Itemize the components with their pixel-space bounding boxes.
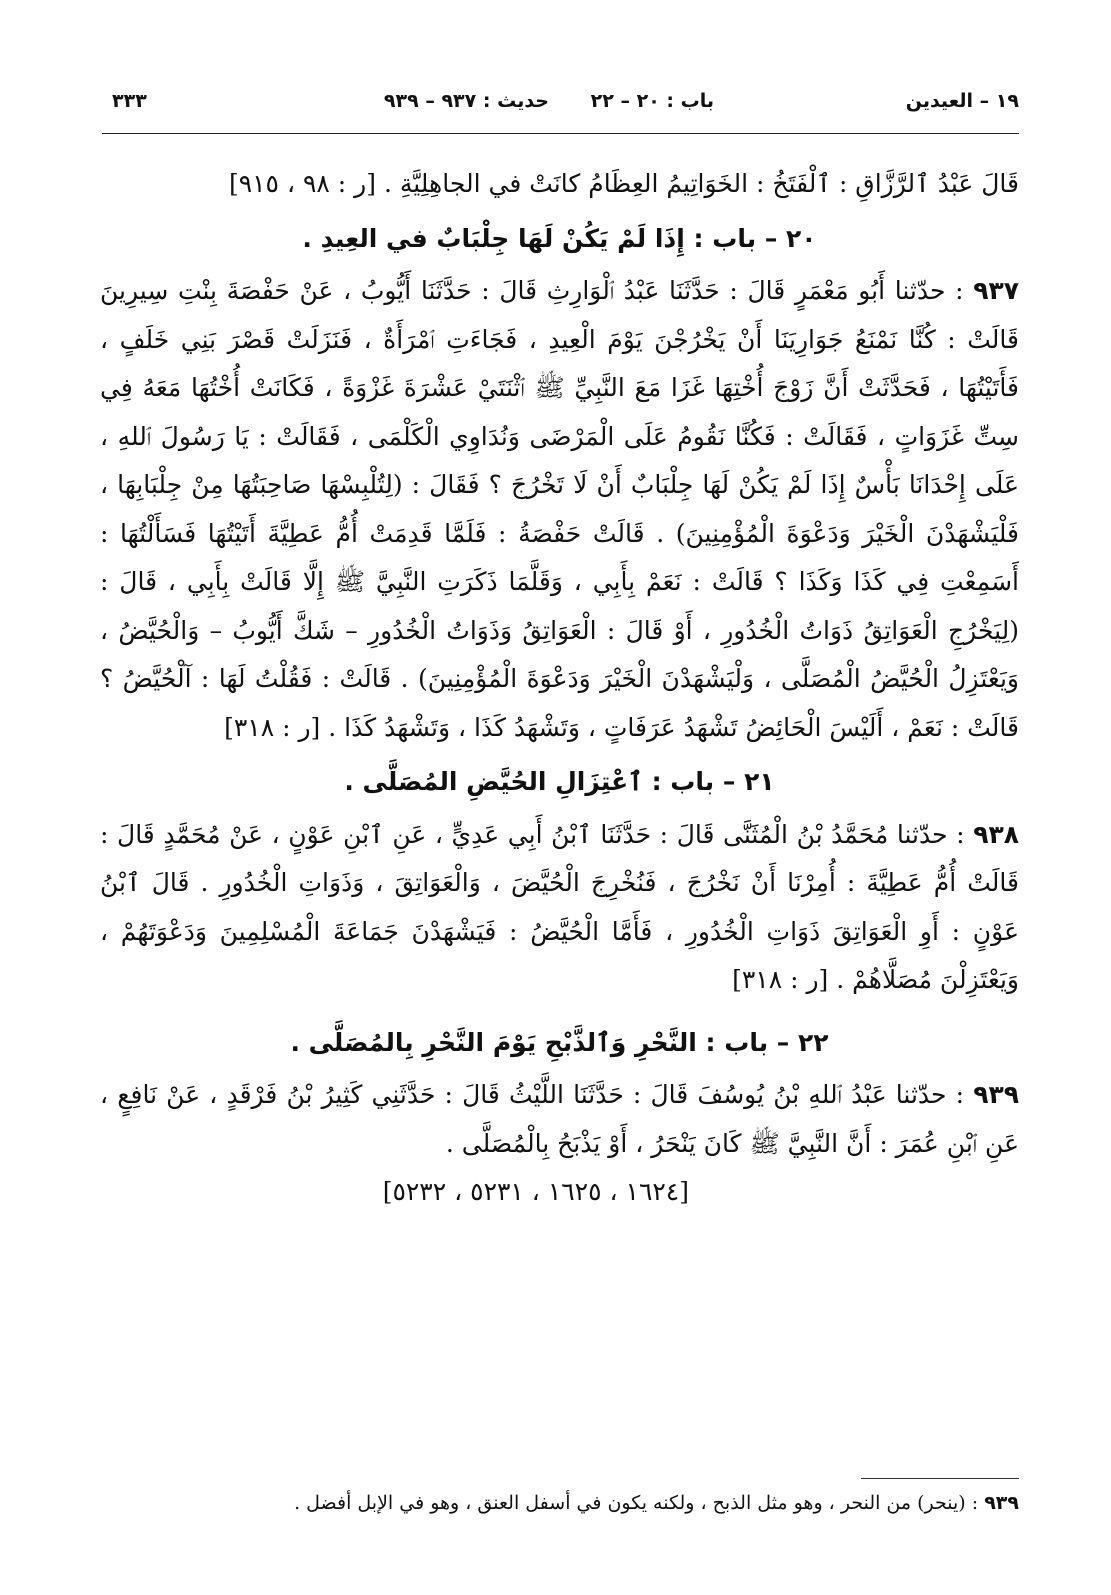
intro-paragraph [100, 160, 1019, 209]
bab-20-number: ٢٠ – باب : [693, 223, 817, 253]
bab-20-heading [100, 215, 1019, 264]
intro-reference: [ر : ٩٨ ، ٩١٥] [228, 169, 376, 198]
chapter-title: ١٩ – العيدين [905, 90, 1019, 112]
running-header [112, 82, 1019, 122]
hadith-939-number: ٩٣٩ [973, 1080, 1019, 1109]
bab-20-title: إِذَا لَمْ يَكُنْ لَهَا جِلْبَابٌ في العِيدِ . [302, 223, 685, 253]
hadith-937-number: ٩٣٧ [973, 276, 1019, 305]
footnote-number: ٩٣٩ [984, 1492, 1019, 1514]
hadith-939-references: [١٦٢٤ ، ١٦٢٥ ، ٥٢٣١ ، ٥٢٣٢] [382, 1177, 689, 1206]
hadith-937-reference: [ر : ٣١٨] [224, 712, 321, 742]
bab-22-title: النَّحْرِ وَٱلذَّبْحِ يَوْمَ النَّحْرِ بِالمُصَلَّى . [290, 1027, 697, 1057]
bab-21-title: ٱعْتِزَالِ الحُيَّضِ المُصَلَّى . [344, 767, 643, 796]
footnote-text: : (ينحر) من النحر ، وهو مثل الذبح ، ولكنه يكون في أسفل العنق ، وهو في الإبل أفضل . [294, 1492, 979, 1514]
bab-21-number: ٢١ – باب : [651, 767, 775, 796]
bab-22-number: ٢٢ – باب : [705, 1027, 829, 1057]
hadith-938-number: ٩٣٨ [973, 819, 1019, 849]
main-text [100, 160, 1019, 1217]
footnote-divider [861, 1478, 1019, 1479]
hadith-range: حديث : ٩٣٧ – ٩٣٩ [383, 90, 549, 112]
page-number: ٣٣٣ [112, 90, 147, 112]
bab-22-heading [100, 1019, 1019, 1068]
hadith-938-reference: [ر : ٣١٨] [732, 965, 829, 994]
bab-21-heading [100, 758, 1019, 807]
footnote [100, 1488, 1019, 1518]
header-divider [102, 133, 1019, 134]
hadith-939 [100, 1071, 1019, 1168]
hadith-937-text: : حدّثنا أَبُو مَعْمَرٍ قَالَ : حَدَّثَنَا عَبْدُ ٱلْوَارِثِ قَالَ : حَدَّثَنَا أَيُّوبُ ، عَنْ حَفْصَةَ بِنْتِ سِيرِينَ قَالَتْ : كُنَّا نَمْنَعُ جَوَارِيَنَا أَنْ يَخْرُجْنَ يَوْمَ الْعِيدِ ، فَجَاءَتِ ٱمْرَأَةٌ ، فَنَزَلَتْ قَصْرَ بَنِي خَلَفٍ ، فَأَتَيْتُهَا ، فَحَدَّثَتْ أَنَّ زَوْجَ أُخْتِهَا غَزَا مَعَ النَّبِيِّ ﷺ ٱثْنَتَيْ عَشْرَةَ غَزْوَةً ، فَكَانَتْ أُخْتُهَا مَعَهُ فِي سِتِّ غَزَوَاتٍ ، فَقَالَتْ : فَكُنَّا نَقُومُ عَلَى الْمَرْضَى وَنُدَاوِي الْكَلْمَى ، فَقَالَتْ : يَا رَسُولَ ٱللهِ ، عَلَى إِحْدَانَا بَأْسٌ إِذَا لَمْ يَكُنْ لَهَا جِلْبَابٌ أَنْ لَا تَخْرُجَ ؟ فَقَالَ : (لِتُلْبِسْهَا صَاحِبَتُهَا مِنْ جِلْبَابِهَا ، فَلْيَشْهَدْنَ الْخَيْرَ وَدَعْوَةَ الْمُؤْمِنِينَ) . قَالَتْ حَفْصَةُ : فَلَمَّا قَدِمَتْ أُمُّ عَطِيَّةَ أَتَيْتُهَا فَسَأَلْتُهَا : أَسَمِعْتِ فِي كَذَا وَكَذَا ؟ قَالَتْ : نَعَمْ بِأَبِي ، وَقَلَّمَا ذَكَرَتِ النَّبِيَّ ﷺ إِلَّا قَالَتْ بِأَبِي ، قَالَ : (لِيَخْرُجِ الْعَوَاتِقُ ذَوَاتُ الْخُدُورِ ، أَوْ قَالَ : الْعَوَاتِقُ وَذَوَاتُ الْخُدُورِ – شَكَّ أَيُّوبُ – وَالْحُيَّضُ ، وَيَعْتَزِلُ الْحُيَّضُ الْمُصَلَّى ، وَلْيَشْهَدْنَ الْخَيْرَ وَدَعْوَةَ الْمُؤْمِنِينَ) . قَالَتْ : فَقُلْتُ لَهَا : آلْحُيَّضُ ؟ قَالَتْ : نَعَمْ ، أَلَيْسَ الْحَائِضُ تَشْهَدُ عَرَفَاتٍ ، وَتَشْهَدُ كَذَا ، وَتَشْهَدُ كَذَا . [100, 276, 1019, 742]
hadith-938 [100, 811, 1019, 1005]
hadith-937 [100, 267, 1019, 752]
bab-range: باب : ٢٠ – ٢٢ [590, 90, 714, 112]
hadith-938-text: : حدّثنا مُحَمَّدُ بْنُ الْمُثَنَّى قَالَ : حَدَّثَنَا ٱبْنُ أَبِي عَدِيٍّ ، عَنِ ٱبْنِ عَوْنٍ ، عَنْ مُحَمَّدٍ قَالَ : قَالَتْ أُمُّ عَطِيَّةَ : أُمِرْنَا أَنْ نَخْرُجَ ، فَنُخْرِجَ الْحُيَّضَ ، وَالْعَوَاتِقَ ، وَذَوَاتِ الْخُدُورِ . قَالَ ٱبْنُ عَوْنٍ : أَوِ الْعَوَاتِقَ ذَوَاتِ الْخُدُورِ ، فَأَمَّا الْحُيَّضُ : فَيَشْهَدْنَ جَمَاعَةَ الْمُسْلِمِينَ وَدَعْوَتَهُمْ ، وَيَعْتَزِلْنَ مُصَلَّاهُمْ . [100, 819, 1019, 994]
intro-text: قَالَ عَبْدُ ٱلرَّزَّاقِ : ٱلْفَتَخُ : الخَوَاتِيمُ العِظَامُ كانَتْ في الجاهِلِيَّةِ . [383, 169, 1019, 198]
hadith-939-text: : حدّثنا عَبْدُ ٱللهِ بْنُ يُوسُفَ قَالَ : حَدَّثَنَا اللَّيْثُ قَالَ : حَدَّثَنِي كَثِيرُ بْنُ فَرْقَدٍ ، عَنْ نَافِعٍ ، عَنِ ٱبْنِ عُمَرَ : أَنَّ النَّبِيَّ ﷺ كَانَ يَنْحَرُ ، أَوْ يَذْبَحُ بِالْمُصَلَّى . [100, 1080, 1019, 1158]
